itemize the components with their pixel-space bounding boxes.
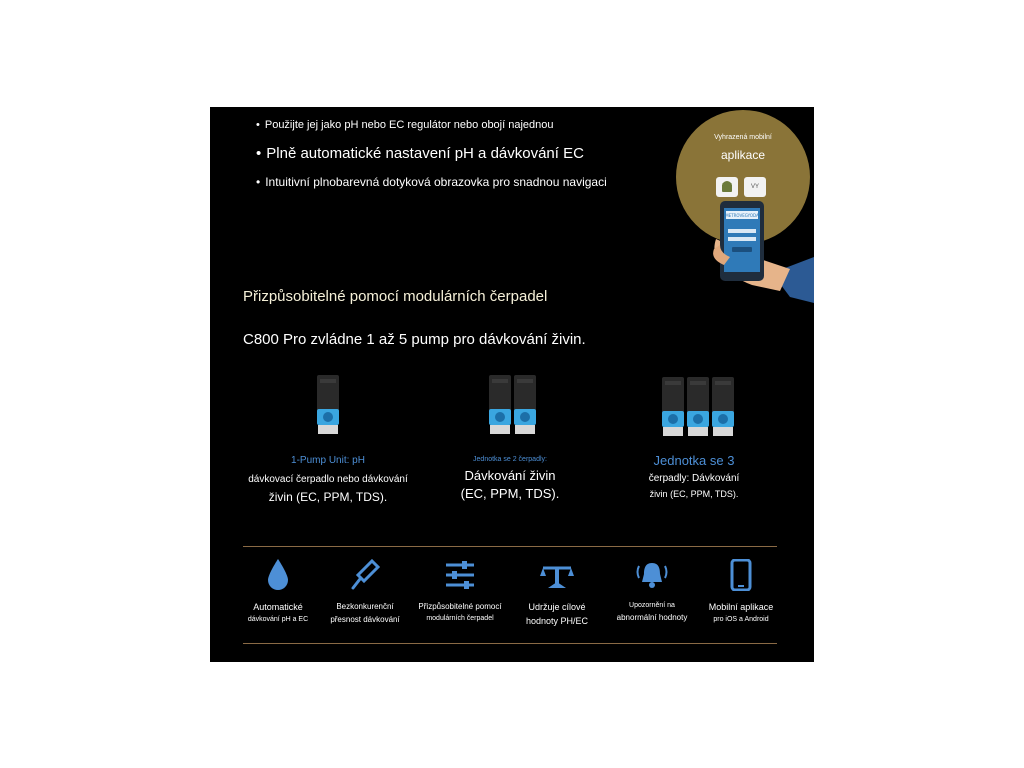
pump-unit-3-description: [624, 453, 764, 499]
sliders-icon: [410, 557, 510, 593]
water-drop-icon: [228, 557, 328, 593]
feature-bullets: [256, 117, 636, 189]
feature-sublabel: přesnost dávkování: [330, 615, 400, 624]
feature-label: Mobilní aplikace: [708, 602, 774, 612]
modular-pumps-title: Přizpůsobitelné pomocí modulárních čerpadel: [243, 288, 548, 305]
feature-auto-dosing: [228, 557, 328, 623]
app-badge-title: aplikace: [720, 148, 766, 162]
bullet-text: Použijte jej jako pH nebo EC regulátor nebo obojí najednou: [264, 119, 554, 131]
bullet-item: [256, 175, 636, 189]
feature-modular: [410, 557, 510, 622]
phone-brand: METROVEGYODA: [725, 213, 759, 218]
pump-unit-2-line1: Dávkování živin: [464, 468, 556, 483]
feature-label: Přizpůsobitelné pomocí: [418, 602, 502, 611]
bullet-dot: •: [256, 119, 260, 131]
feature-alerts: [602, 557, 702, 622]
pump-unit-2-image: [488, 375, 538, 440]
pump-unit-2-heading: Jednotka se 2 čerpadly:: [473, 456, 547, 463]
pump-unit-1-line1: dávkovací čerpadlo nebo dávkování: [248, 474, 408, 485]
pump-unit-1-line2: živin (EC, PPM, TDS).: [268, 490, 388, 504]
bullet-dot: •: [256, 145, 262, 162]
product-panel: [210, 107, 814, 662]
alarm-bell-icon: [602, 557, 702, 593]
feature-label: Udržuje cílové: [528, 602, 586, 612]
bullet-text: Plně automatické nastavení pH a dávkování EC: [266, 145, 584, 162]
pump-unit-3-image: [661, 377, 737, 442]
feature-sublabel: modulárních čerpadel: [426, 615, 494, 622]
pump-unit-2-description: [430, 456, 590, 501]
ios-store-icon[interactable]: [744, 177, 766, 197]
pump-unit-2-line2: (EC, PPM, TDS).: [460, 486, 560, 501]
hand-phone-illustration: [710, 199, 814, 309]
android-store-icon[interactable]: [716, 177, 738, 197]
divider-top: [243, 546, 777, 547]
feature-target-values: [507, 557, 607, 626]
pump-capacity-subtitle: C800 Pro zvládne 1 až 5 pump pro dávkování živin.: [243, 331, 586, 348]
feature-sublabel: dávkování pH a EC: [247, 616, 309, 623]
bullet-text: Intuitivní plnobarevná dotyková obrazovka pro snadnou navigaci: [265, 175, 607, 189]
ios-store-text: VY: [750, 184, 759, 190]
feature-mobile-app: [691, 557, 791, 623]
pump-unit-3-line1: čerpadly: Dávkování: [648, 473, 740, 484]
feature-label: Bezkonkurenční: [336, 602, 394, 611]
feature-sublabel: abnormální hodnoty: [616, 613, 688, 622]
feature-label: Automatické: [253, 602, 303, 612]
feature-label: Upozornění na: [629, 602, 675, 609]
pump-unit-1-heading: 1-Pump Unit: pH: [291, 455, 365, 466]
bullet-item: [256, 119, 636, 131]
probe-icon: [315, 557, 415, 593]
smartphone-icon: [691, 557, 791, 593]
pump-unit-1-image: [316, 375, 340, 440]
pump-unit-1-description: [233, 455, 423, 504]
bullet-dot: •: [256, 175, 261, 189]
bullet-item: [256, 145, 636, 162]
feature-precision: [315, 557, 415, 624]
feature-sublabel: hodnoty PH/EC: [525, 616, 589, 626]
pump-unit-3-line2: živin (EC, PPM, TDS).: [649, 489, 739, 499]
balance-icon: [507, 557, 607, 593]
feature-sublabel: pro iOS a Android: [713, 616, 769, 623]
divider-bottom: [243, 643, 777, 644]
app-badge-caption: Vyhrazená mobilní: [714, 134, 772, 141]
pump-unit-3-heading: Jednotka se 3: [653, 453, 735, 468]
